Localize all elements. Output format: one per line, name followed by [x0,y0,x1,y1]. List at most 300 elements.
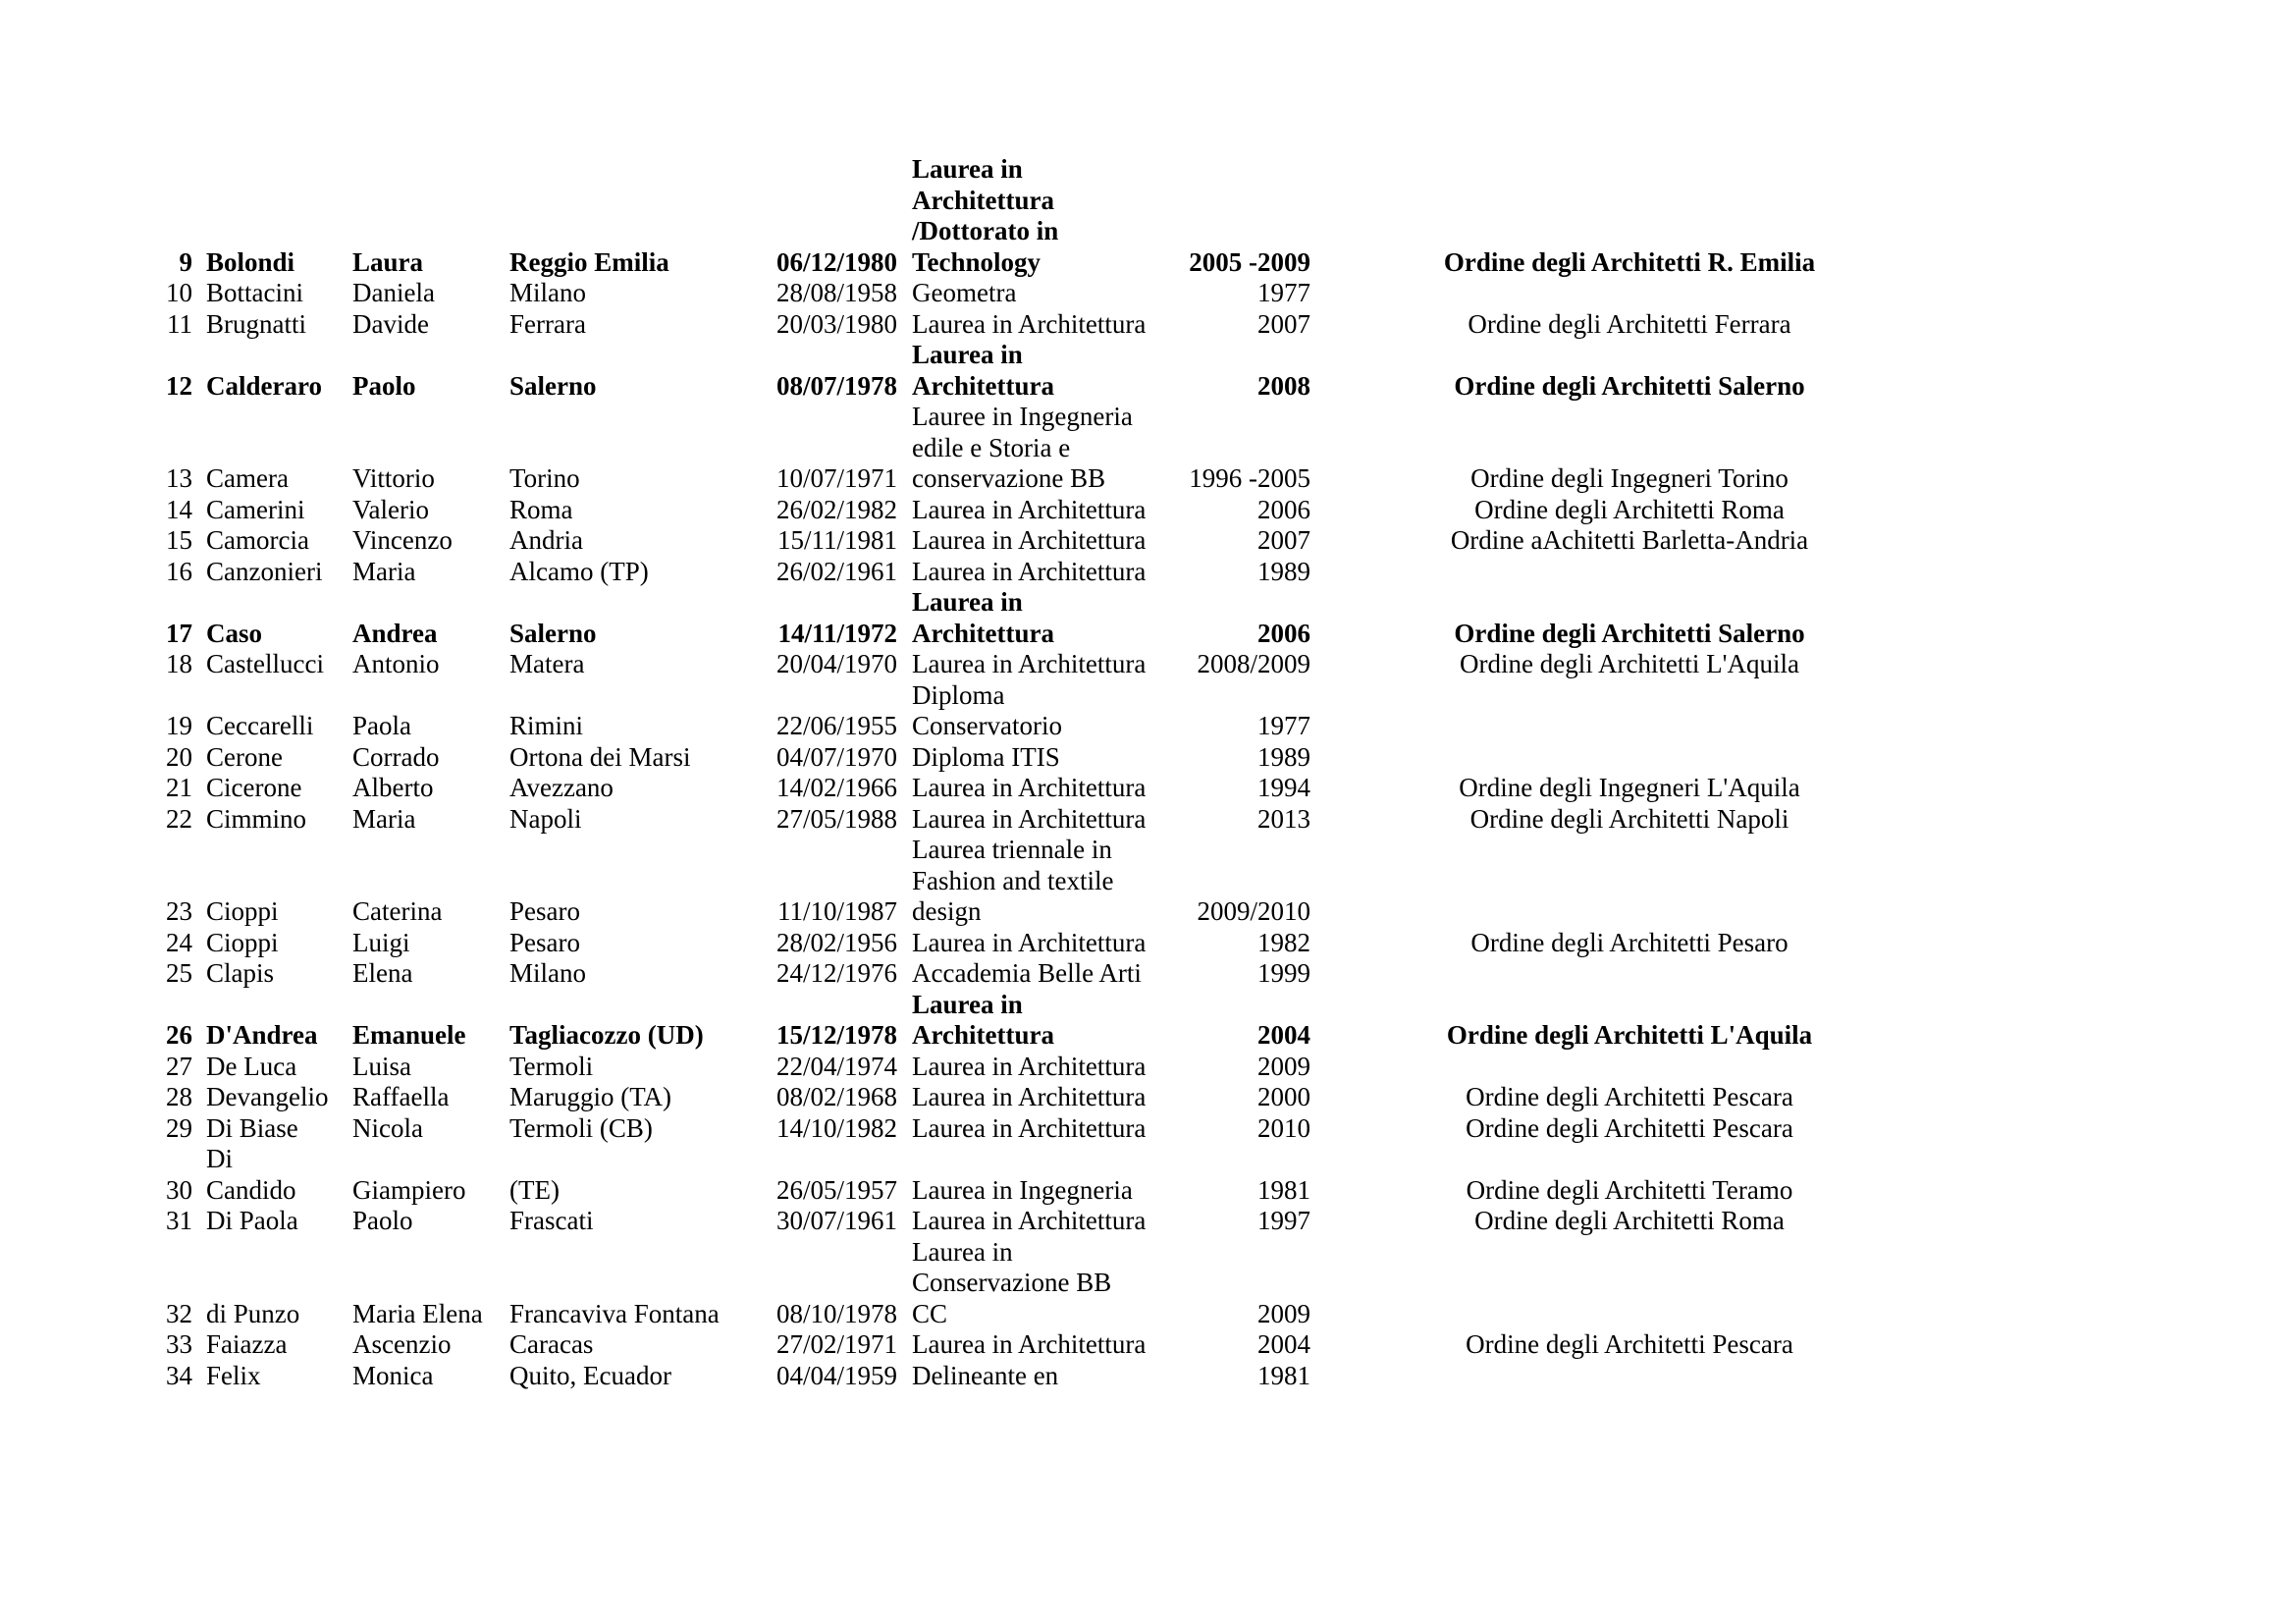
last-name [206,1082,352,1113]
table-row [147,525,1880,557]
degree-year: 2008/2009 [1197,649,1310,678]
row-number: 14 [166,494,192,524]
birth-place: Pesaro [509,927,580,957]
first-name: Giampiero [352,1174,466,1205]
last-name-line: Di Biase [206,1112,298,1143]
degree-line: Laurea in [912,989,1023,1019]
last-name-line: Devangelio [206,1082,329,1111]
last-name [206,557,352,588]
degree-year: 1999 [1257,958,1310,988]
degree [912,742,1168,774]
birth-place: Salerno [509,618,597,648]
row-number: 29 [166,1112,192,1143]
last-name-line: Faiazza [206,1329,288,1359]
last-name [206,1361,352,1392]
table-row [147,340,1880,402]
last-name-line: Di Paola [206,1206,298,1235]
degree-line: edile e Storia e [912,432,1071,462]
professional-order: Ordine degli Architetti Salerno [1454,618,1805,648]
last-name [206,1329,352,1361]
birth-date: 14/02/1966 [775,773,897,802]
table-row [147,773,1880,804]
last-name [206,154,352,278]
degree-line: Laurea triennale in [912,835,1112,864]
birth-date: 04/04/1959 [775,1360,897,1390]
professional-order: Ordine degli Architetti Teramo [1466,1174,1793,1205]
degree-year: 1997 [1257,1206,1310,1235]
birth-place: Salerno [509,370,597,401]
members-table-body [147,154,1880,1391]
last-name [206,587,352,649]
degree-line: Laurea in Architettura [912,773,1147,802]
degree-line: /Dottorato in [912,216,1059,245]
degree-line: Lauree in Ingegneria [912,402,1133,431]
birth-date: 28/08/1958 [775,278,897,307]
degree [912,928,1168,959]
last-name [206,990,352,1052]
professional-order: Ordine degli Architetti Salerno [1454,370,1805,401]
last-name-line: di Punzo [206,1298,300,1328]
degree [912,680,1168,742]
spacer [1310,742,1379,774]
row-number: 30 [166,1174,192,1205]
professional-order [1379,1052,1880,1083]
degree [912,1052,1168,1083]
last-name-line: Castellucci [206,649,324,678]
first-name: Vincenzo [352,525,453,555]
degree-line: conservazione BB [912,463,1106,493]
birth-place: Matera [509,649,585,678]
spacer [1310,495,1379,526]
degree-year: 2006 [1257,618,1310,648]
degree-year: 2004 [1257,1329,1310,1359]
row-number: 11 [167,308,192,339]
degree [912,1361,1168,1392]
first-name: Paolo [352,1206,413,1235]
last-name [206,1237,352,1330]
last-name-line: Clapis [206,958,275,988]
last-name-line: Cerone [206,741,283,772]
professional-order [1379,958,1880,990]
row-number: 12 [166,370,192,401]
spacer [1310,278,1379,309]
birth-place: (TE) [509,1174,560,1205]
spacer [1310,773,1379,804]
last-name [206,835,352,928]
first-name: Monica [352,1360,434,1390]
birth-date: 04/07/1970 [775,741,897,772]
last-name-line: D'Andrea [206,1020,318,1050]
degree-line: Accademia Belle Arti [912,958,1142,988]
degree-year: 1982 [1257,927,1310,957]
professional-order [1379,742,1880,774]
members-table [147,154,1880,1391]
row-number: 15 [166,525,192,555]
degree [912,557,1168,588]
row-number: 34 [166,1360,192,1390]
first-name: Andrea [352,618,438,648]
spacer [1310,649,1379,680]
spacer [1310,154,1379,278]
spacer [1310,1113,1379,1145]
row-number: 22 [166,803,192,834]
degree-line: Laurea in Architettura [912,308,1147,339]
degree-line: Delineante en [912,1360,1059,1390]
degree [912,649,1168,680]
degree [912,309,1168,341]
first-name: Vittorio [352,463,435,493]
last-name-line: De Luca [206,1051,297,1081]
degree [912,154,1168,278]
last-name [206,928,352,959]
birth-place: Napoli [509,803,582,834]
first-name: Maria [352,803,416,834]
degree-line: Laurea in [912,154,1023,184]
first-name: Valerio [352,494,429,524]
first-name: Caterina [352,896,443,926]
degree-line: Laurea in Architettura [912,525,1147,555]
birth-place: Alcamo (TP) [509,556,649,586]
last-name-line: Canzonieri [206,556,323,586]
degree-line: Laurea in Architettura [912,556,1147,586]
last-name [206,680,352,742]
birth-date: 28/02/1956 [775,927,897,957]
degree-year: 1989 [1257,556,1310,586]
table-row [147,649,1880,680]
row-number: 31 [166,1206,192,1235]
professional-order: Ordine degli Architetti L'Aquila [1446,1020,1813,1050]
first-name: Ascenzio [352,1329,452,1359]
birth-place: Maruggio (TA) [509,1082,672,1111]
table-row [147,495,1880,526]
first-name: Maria [352,556,416,586]
birth-date: 30/07/1961 [775,1206,897,1235]
row-number: 21 [166,773,192,802]
birth-date: 08/07/1978 [775,370,897,401]
birth-date: 22/04/1974 [775,1051,897,1081]
birth-place: Avezzano [509,773,614,802]
birth-place: Roma [509,494,573,524]
last-name-line: Bottacini [206,278,303,307]
birth-place: Torino [509,463,580,493]
last-name-line: Bolondi [206,246,295,277]
degree-year: 1977 [1257,278,1310,307]
last-name-line: Brugnatti [206,308,306,339]
table-row [147,1206,1880,1237]
table-row [147,1113,1880,1145]
birth-place: Rimini [509,711,584,740]
spacer [1310,402,1379,495]
table-row [147,587,1880,649]
last-name-line: Camera [206,463,289,493]
birth-date: 11/10/1987 [776,896,897,926]
birth-date: 27/02/1971 [775,1329,897,1359]
professional-order: Ordine degli Architetti Pescara [1466,1329,1793,1359]
degree-year: 2006 [1257,494,1310,524]
birth-place: Ferrara [509,308,586,339]
spacer [1310,587,1379,649]
last-name [206,1206,352,1237]
row-number: 17 [166,618,192,648]
spacer [1310,835,1379,928]
row-number: 24 [166,927,192,957]
birth-date: 20/03/1980 [775,308,897,339]
birth-date: 08/02/1968 [775,1082,897,1111]
spacer [1310,557,1379,588]
degree-year: 2009 [1257,1298,1310,1328]
table-row [147,742,1880,774]
last-name [206,1113,352,1145]
birth-place: Andria [509,525,583,555]
degree-line: Technology [912,246,1041,277]
row-number: 9 [179,246,192,277]
birth-place: Milano [509,958,586,988]
professional-order [1379,1237,1880,1330]
table-row [147,1144,1880,1206]
degree-year: 2009/2010 [1197,896,1310,926]
first-name: Paolo [352,370,416,401]
degree [912,1144,1168,1206]
last-name [206,773,352,804]
spacer [1310,1361,1379,1392]
degree [912,773,1168,804]
last-name-line: Cimmino [206,803,307,834]
first-name: Luigi [352,927,410,957]
table-row [147,958,1880,990]
last-name-line: Camerini [206,494,305,524]
professional-order: Ordine degli Architetti Ferrara [1468,308,1791,339]
birth-place: Milano [509,278,586,307]
last-name-line: Cicerone [206,773,302,802]
degree-line: CC [912,1298,948,1328]
degree-year: 2007 [1257,308,1310,339]
professional-order [1379,278,1880,309]
spacer [1310,309,1379,341]
professional-order: Ordine degli Architetti R. Emilia [1443,246,1816,277]
degree [912,804,1168,836]
last-name [206,649,352,680]
spacer [1310,990,1379,1052]
degree-year: 2004 [1257,1020,1310,1050]
row-number: 27 [166,1051,192,1081]
birth-place: Frascati [509,1206,594,1235]
professional-order [1379,680,1880,742]
degree [912,402,1168,495]
degree-year: 1994 [1257,773,1310,802]
table-row [147,680,1880,742]
first-name: Paola [352,711,411,740]
row-number: 13 [166,463,192,493]
degree [912,1113,1168,1145]
degree-year: 1981 [1257,1174,1310,1205]
first-name: Raffaella [352,1082,450,1111]
first-name: Corrado [352,741,440,772]
birth-date: 27/05/1988 [775,803,897,834]
last-name-line: Calderaro [206,370,322,401]
degree [912,340,1168,402]
last-name [206,340,352,402]
birth-place: Termoli (CB) [509,1112,653,1143]
birth-place: Reggio Emilia [509,246,669,277]
degree-line: Laurea in Architettura [912,803,1147,834]
birth-place: Tagliacozzo (UD) [509,1020,704,1050]
first-name: Alberto [352,773,434,802]
table-row [147,1237,1880,1330]
degree-year: 1989 [1257,741,1310,772]
professional-order: Ordine degli Ingegneri Torino [1470,463,1789,493]
last-name-line: Cioppi [206,927,279,957]
birth-place: Quito, Ecuador [509,1360,671,1390]
spacer [1310,1329,1379,1361]
table-row [147,154,1880,278]
professional-order: Ordine aAchitetti Barletta-Andria [1450,525,1809,555]
degree-year: 2010 [1257,1112,1310,1143]
professional-order: Ordine degli Architetti Roma [1474,1206,1785,1235]
degree-line: Laurea in [912,587,1023,617]
degree [912,990,1168,1052]
birth-date: 15/12/1978 [775,1020,897,1050]
table-row [147,1052,1880,1083]
last-name [206,958,352,990]
degree-line: Fashion and textile [912,865,1114,895]
spacer [1310,1052,1379,1083]
degree-line: Laurea in Architettura [912,1082,1147,1111]
degree-line: Architettura [912,1020,1054,1050]
degree-year: 1996 -2005 [1189,463,1310,493]
degree-line: Laurea in Architettura [912,494,1147,524]
degree-year: 2005 -2009 [1189,246,1310,277]
row-number: 16 [166,556,192,586]
last-name-line: Di [206,1144,233,1173]
first-name: Maria Elena [352,1298,483,1328]
degree-line: Laurea in Architettura [912,1206,1147,1235]
degree [912,525,1168,557]
spacer [1310,340,1379,402]
table-row [147,557,1880,588]
degree [912,587,1168,649]
table-row [147,990,1880,1052]
degree-line: Laurea in Architettura [912,1051,1147,1081]
row-number: 23 [166,896,192,926]
spacer [1310,1144,1379,1206]
table-row [147,804,1880,836]
degree [912,1329,1168,1361]
degree-year: 2000 [1257,1082,1310,1111]
degree-line: Diploma ITIS [912,741,1060,772]
degree-line: Geometra [912,278,1017,307]
professional-order: Ordine degli Architetti Pescara [1466,1112,1793,1143]
degree [912,958,1168,990]
row-number: 25 [166,958,192,988]
row-number: 26 [166,1020,192,1050]
birth-date: 14/11/1972 [777,618,897,648]
row-number: 19 [166,711,192,740]
birth-place: Caracas [509,1329,594,1359]
table-row [147,1082,1880,1113]
birth-date: 20/04/1970 [775,649,897,678]
degree-year: 2008 [1257,370,1310,401]
last-name [206,309,352,341]
table-row [147,309,1880,341]
degree [912,1206,1168,1237]
spacer [1310,680,1379,742]
degree-year: 2007 [1257,525,1310,555]
degree-line: Conservazione BB [912,1268,1112,1297]
professional-order [1379,835,1880,928]
degree [912,495,1168,526]
professional-order: Ordine degli Architetti Napoli [1469,803,1789,834]
first-name: Davide [352,308,429,339]
degree-line: Laurea in Architettura [912,649,1147,678]
last-name-line: Cioppi [206,896,279,926]
last-name-line: Candido [206,1174,296,1205]
spacer [1310,804,1379,836]
birth-date: 26/02/1961 [775,556,897,586]
spacer [1310,1082,1379,1113]
spacer [1310,1237,1379,1330]
degree-line: Laurea in [912,1236,1013,1267]
degree-line: Laurea in Architettura [912,1112,1147,1143]
table-row [147,402,1880,495]
last-name [206,525,352,557]
birth-place: Termoli [509,1051,594,1081]
first-name: Laura [352,246,424,277]
birth-date: 08/10/1978 [775,1298,897,1328]
last-name [206,278,352,309]
professional-order [1379,1361,1880,1392]
last-name [206,1052,352,1083]
birth-date: 24/12/1976 [775,958,897,988]
degree-line: Laurea in Architettura [912,1329,1147,1359]
table-row [147,928,1880,959]
last-name [206,742,352,774]
degree-line: Architettura [912,618,1054,648]
spacer [1310,525,1379,557]
degree-line: design [912,896,982,926]
first-name: Emanuele [352,1020,466,1050]
birth-date: 14/10/1982 [775,1112,897,1143]
row-number: 28 [166,1082,192,1111]
professional-order [1379,557,1880,588]
degree-line: Laurea in Ingegneria [912,1174,1133,1205]
birth-place: Ortona dei Marsi [509,741,691,772]
last-name [206,804,352,836]
spacer [1310,928,1379,959]
row-number: 32 [166,1298,192,1328]
first-name: Daniela [352,278,435,307]
table-row [147,1361,1880,1392]
degree-line: Architettura [912,185,1054,215]
degree [912,835,1168,928]
degree-line: Laurea in [912,340,1023,369]
row-number: 18 [166,649,192,678]
table-row [147,1329,1880,1361]
birth-date: 26/02/1982 [775,494,897,524]
degree-year: 2013 [1257,803,1310,834]
professional-order: Ordine degli Ingegneri L'Aquila [1459,773,1800,802]
row-number: 10 [166,278,192,307]
spacer [1310,958,1379,990]
birth-place: Francaviva Fontana [509,1298,720,1328]
degree-year: 1977 [1257,711,1310,740]
birth-date: 10/07/1971 [775,463,897,493]
degree [912,278,1168,309]
last-name [206,1144,352,1206]
first-name: Luisa [352,1051,411,1081]
last-name-line: Camorcia [206,525,309,555]
row-number: 33 [166,1329,192,1359]
last-name-line: Ceccarelli [206,711,314,740]
